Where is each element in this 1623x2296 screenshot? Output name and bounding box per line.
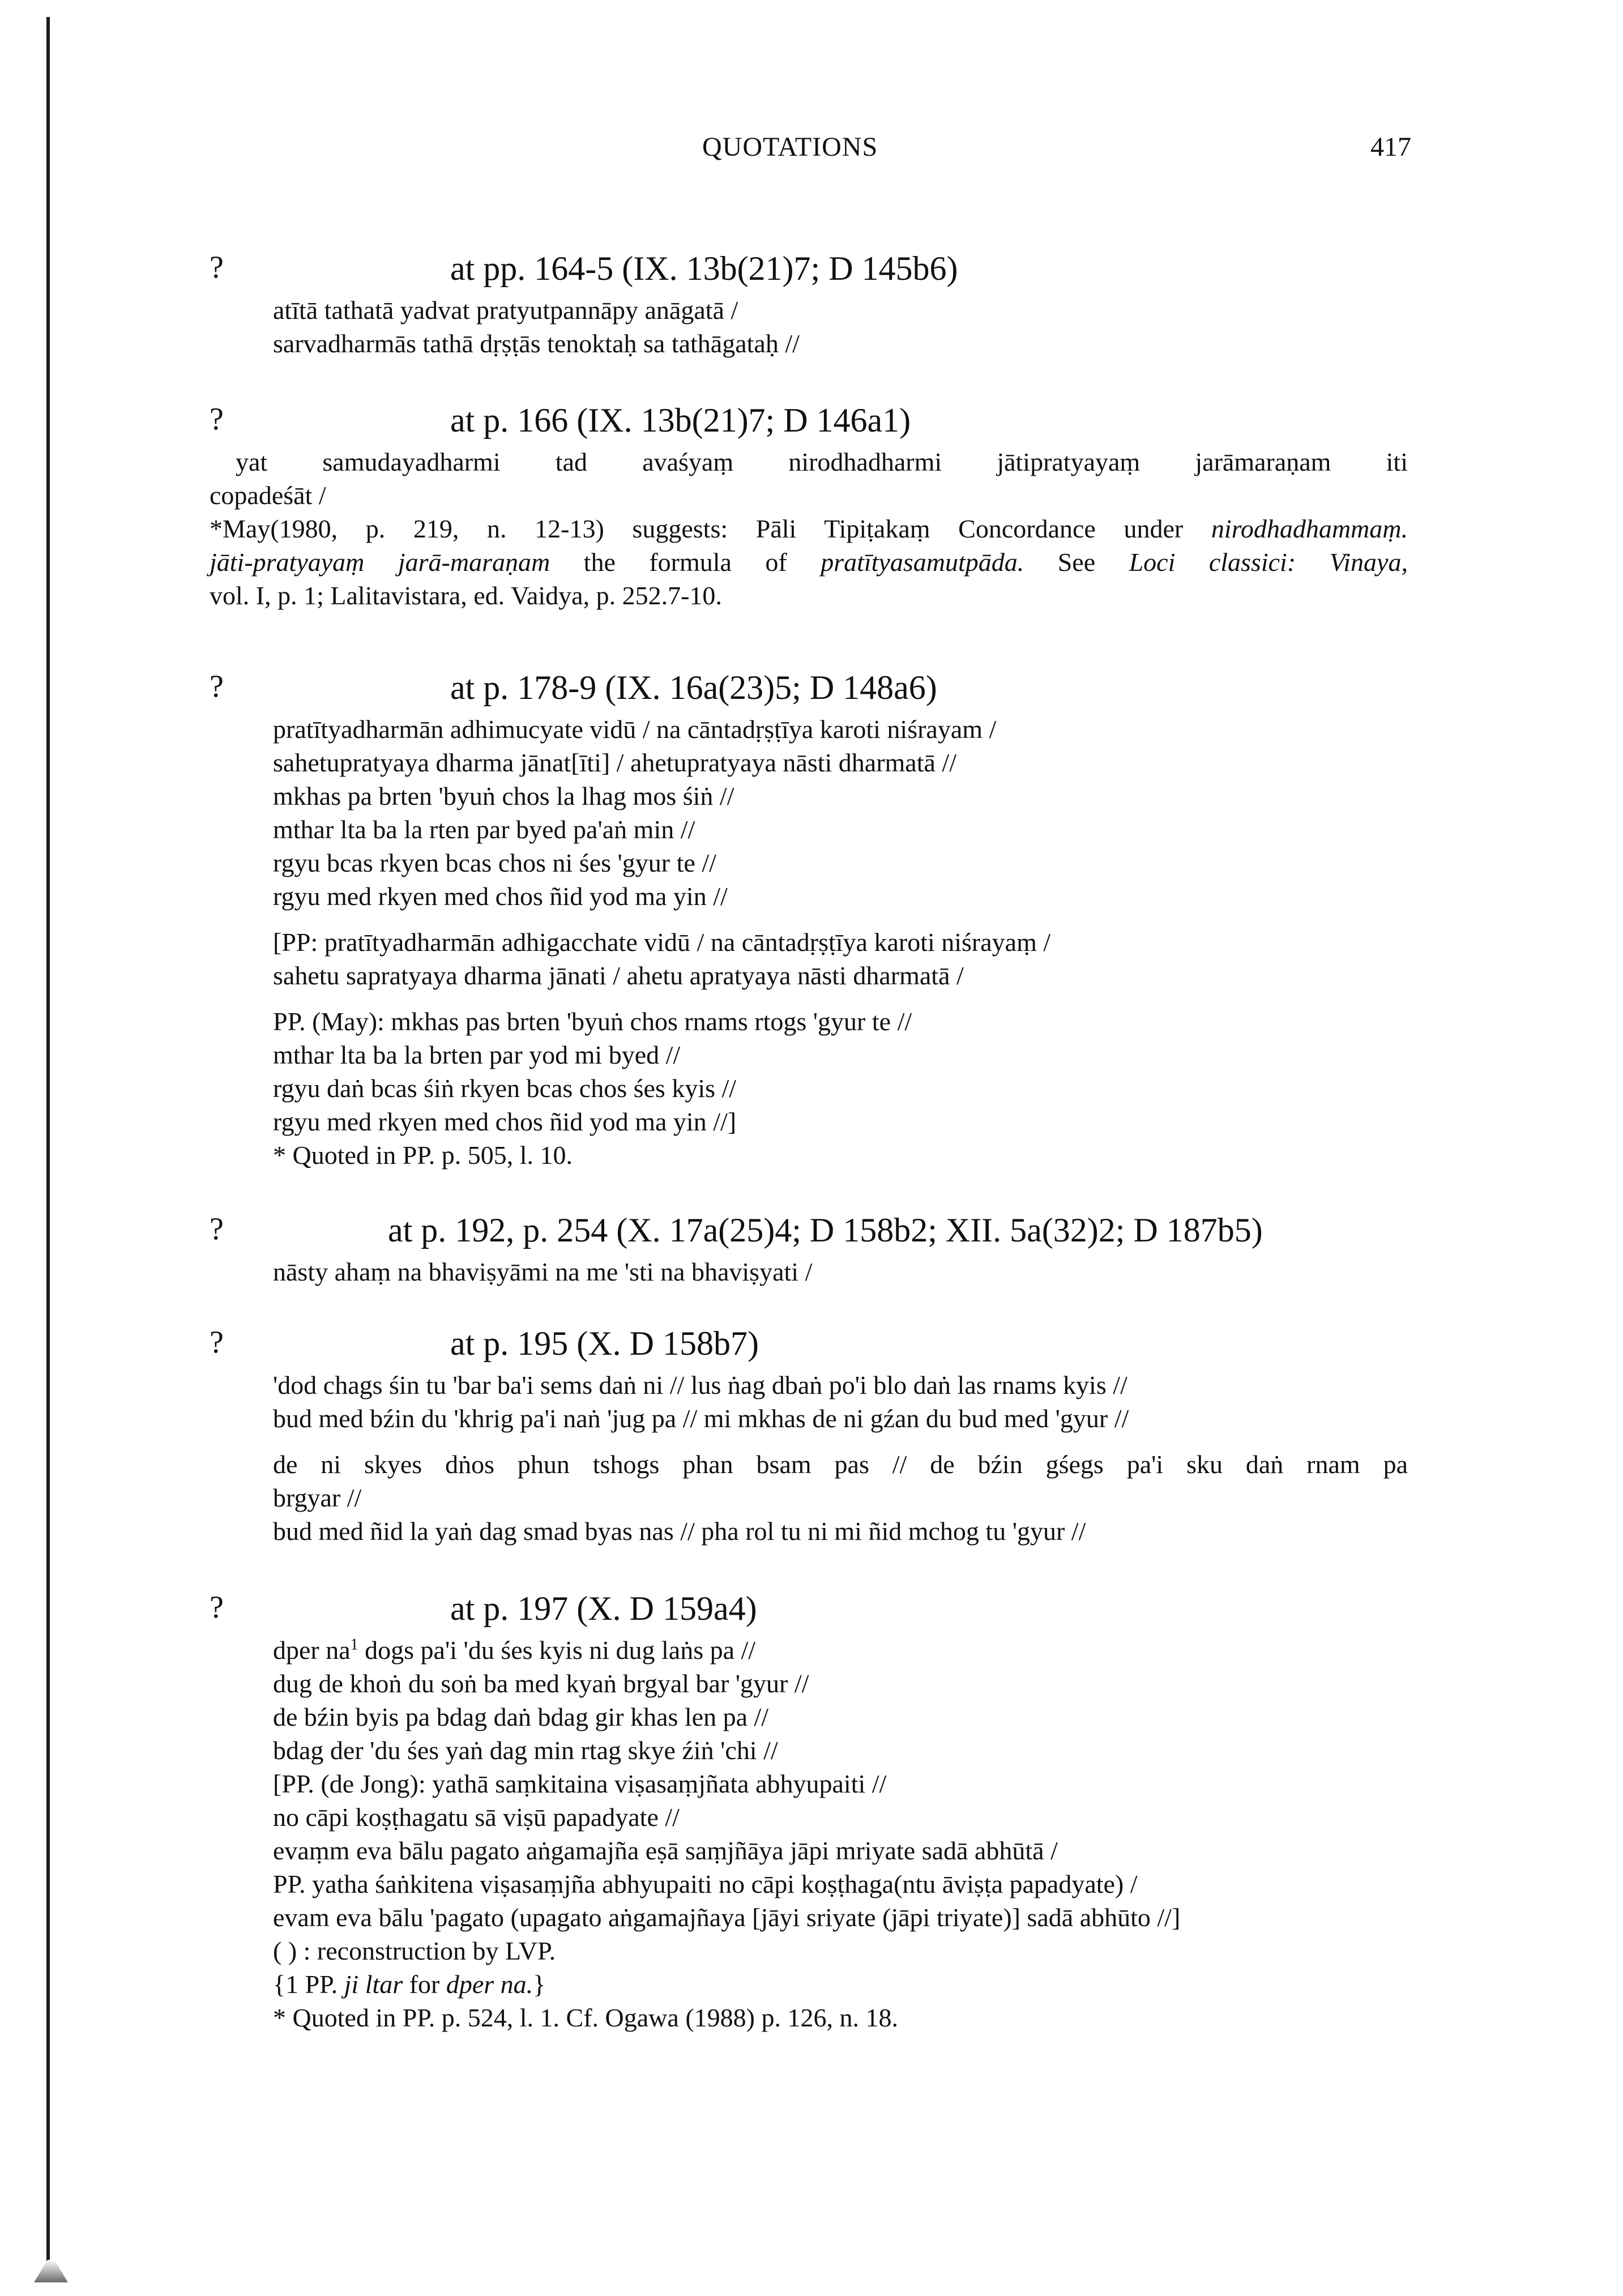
- citation-note: * Quoted in PP. p. 524, l. 1. Cf. Ogawa (1988) p. 126, n. 18.: [273, 2003, 898, 2032]
- page-reference: at p. 197 (X. D 159a4): [450, 1590, 757, 1627]
- parallel-text-line: no cāpi koṣṭhagatu sā viṣū papadyate //: [273, 1803, 680, 1832]
- parallel-text-line: [PP. (de Jong): yathā saṃkitaina viṣasaṃjñata abhyupaiti //: [273, 1769, 887, 1798]
- footnote-text: for: [403, 1970, 446, 1999]
- unidentified-source-marker: ?: [210, 1590, 224, 1625]
- parallel-text-line: PP. (May): mkhas pas brten 'byuṅ chos rnams rtogs 'gyur te //: [273, 1007, 912, 1036]
- page-reference: at p. 178-9 (IX. 16a(23)5; D 148a6): [450, 669, 937, 706]
- running-title: QUOTATIONS: [702, 132, 878, 162]
- unidentified-source-marker: ?: [210, 402, 224, 437]
- page-reference: at p. 166 (IX. 13b(21)7; D 146a1): [450, 402, 911, 439]
- verse-line: 'dod chags śin tu 'bar ba'i sems daṅ ni // lus ṅag dbaṅ po'i blo daṅ las rnams kyis //: [273, 1371, 1127, 1399]
- verse-line: de bźin byis pa bdag daṅ bdag gir khas len pa //: [273, 1702, 769, 1731]
- quotation-text: [273, 712, 1408, 1172]
- verse-line: dug de khoṅ du soṅ ba med kyaṅ brgyal bar 'gyur //: [273, 1669, 809, 1698]
- parallel-text-line: evaṃm eva bālu pagato aṅgamajña eṣā saṃjñāya jāpi mriyate sadā abhūtā /: [273, 1836, 1058, 1865]
- verse-line: rgyu bcas rkyen bcas chos ni śes 'gyur te //: [273, 848, 716, 877]
- footnote-text: }: [533, 1970, 546, 1999]
- parallel-text-line: sahetu sapratyaya dharma jānati / ahetu apratyaya nāsti dharmatā /: [273, 961, 964, 990]
- footnote-text: {1 PP.: [273, 1970, 344, 1999]
- unidentified-source-marker: ?: [210, 1325, 224, 1360]
- verse-line: sarvadharmās tathā dṛṣṭās tenoktaḥ sa tathāgataḥ //: [273, 329, 800, 358]
- footnote-italic: ji ltar: [344, 1970, 403, 1999]
- prose-line: yat samudayadharmi tad avaśyaṃ nirodhadharmi jātipratyayaṃ jarāmaraṇam iti: [236, 447, 1408, 476]
- quotation-text: [273, 1633, 1408, 2034]
- parallel-text-line: evam eva bālu 'pagato (upagato aṅgamajñaya [jāyi sriyate (jāpi triyate)] sadā abhūto //]: [273, 1903, 1181, 1932]
- verse-line: [273, 1633, 1408, 1667]
- verse-line: brgyar //: [273, 1483, 362, 1512]
- parallel-text-line: mthar lta ba la brten par yod mi byed //: [273, 1040, 681, 1069]
- verse-line: mkhas pa brten 'byuṅ chos la lhag mos śiṅ //: [273, 782, 734, 810]
- editorial-note: ( ) : reconstruction by LVP.: [273, 1936, 556, 1965]
- parallel-text-line: PP. yatha śaṅkitena viṣasaṃjña abhyupaiti no cāpi koṣṭhaga(ntu āviṣṭa papadyate) /: [273, 1870, 1138, 1898]
- page-reference: at p. 192, p. 254 (X. 17a(25)4; D 158b2; XII. 5a(32)2; D 187b5): [388, 1211, 1263, 1249]
- verse-line: bdag der 'du śes yaṅ dag min rtag skye źiṅ 'chi //: [273, 1736, 778, 1765]
- note-text: *May(1980, p. 219, n. 12-13) suggests: Pāli Tipiṭakaṃ Concordance under: [210, 514, 1211, 543]
- note-italic: pratītyasamutpāda.: [821, 548, 1024, 577]
- footnote: [273, 1968, 1408, 2001]
- editorial-note: [210, 512, 1408, 545]
- page-reference: at p. 195 (X. D 158b7): [450, 1325, 759, 1362]
- verse-line: bud med bźin du 'khrig pa'i naṅ 'jug pa // mi mkhas de ni gźan du bud med 'gyur //: [273, 1404, 1129, 1433]
- verse-text: dogs pa'i 'du śes kyis ni dug laṅs pa //: [358, 1636, 756, 1665]
- footnote-italic: dper na.: [446, 1970, 533, 1999]
- note-italic: nirodhadhammaṃ.: [1211, 514, 1408, 543]
- quotation-text: [273, 1368, 1408, 1548]
- note-text: See: [1024, 548, 1129, 577]
- verse-line: atītā tathatā yadvat pratyutpannāpy anāgatā /: [273, 296, 738, 325]
- quotation-text: [273, 1255, 1408, 1288]
- prose-line: copadeśāt /: [210, 481, 326, 510]
- editorial-note: vol. I, p. 1; Lalitavistara, ed. Vaidya, p. 252.7-10.: [210, 581, 722, 610]
- quotation-text: [210, 445, 1408, 612]
- unidentified-source-marker: ?: [210, 669, 224, 704]
- verse-line: mthar lta ba la rten par byed pa'aṅ min //: [273, 815, 695, 844]
- parallel-text-line: rgyu med rkyen med chos ñid yod ma yin //]: [273, 1107, 737, 1136]
- note-italic: jāti-pratyayaṃ jarā-maraṇam: [210, 548, 550, 577]
- footnote-marker: 1: [350, 1636, 358, 1654]
- verse-line: de ni skyes dṅos phun tshogs phan bsam pas // de bźin gśegs pa'i sku daṅ rnam pa: [273, 1450, 1408, 1479]
- page-reference: at pp. 164-5 (IX. 13b(21)7; D 145b6): [450, 250, 958, 287]
- citation-note: * Quoted in PP. p. 505, l. 10.: [273, 1141, 573, 1170]
- parallel-text-line: rgyu daṅ bcas śiṅ rkyen bcas chos śes kyis //: [273, 1074, 737, 1103]
- verse-line: rgyu med rkyen med chos ñid yod ma yin //: [273, 882, 728, 911]
- note-text: the formula of: [550, 548, 821, 577]
- verse-line: pratītyadharmān adhimucyate vidū / na cāntadṛṣṭīya karoti niśrayam /: [273, 715, 997, 744]
- verse-line: bud med ñid la yaṅ dag smad byas nas // pha rol tu ni mi ñid mchog tu 'gyur //: [273, 1517, 1086, 1546]
- unidentified-source-marker: ?: [210, 1211, 224, 1247]
- verse-line: sahetupratyaya dharma jānat[īti] / ahetupratyaya nāsti dharmatā //: [273, 748, 956, 777]
- quotation-text: [273, 293, 1408, 360]
- unidentified-source-marker: ?: [210, 250, 224, 285]
- parallel-text-line: [PP: pratītyadharmān adhigacchate vidū / na cāntadṛṣṭīya karoti niśrayaṃ /: [273, 928, 1051, 957]
- verse-text: dper na: [273, 1636, 351, 1665]
- verse-line: nāsty ahaṃ na bhaviṣyāmi na me 'sti na bhaviṣyati /: [273, 1257, 813, 1286]
- page-number: 417: [1370, 132, 1411, 162]
- editorial-note: [210, 545, 1408, 579]
- note-italic: Loci classici: Vinaya,: [1129, 548, 1408, 577]
